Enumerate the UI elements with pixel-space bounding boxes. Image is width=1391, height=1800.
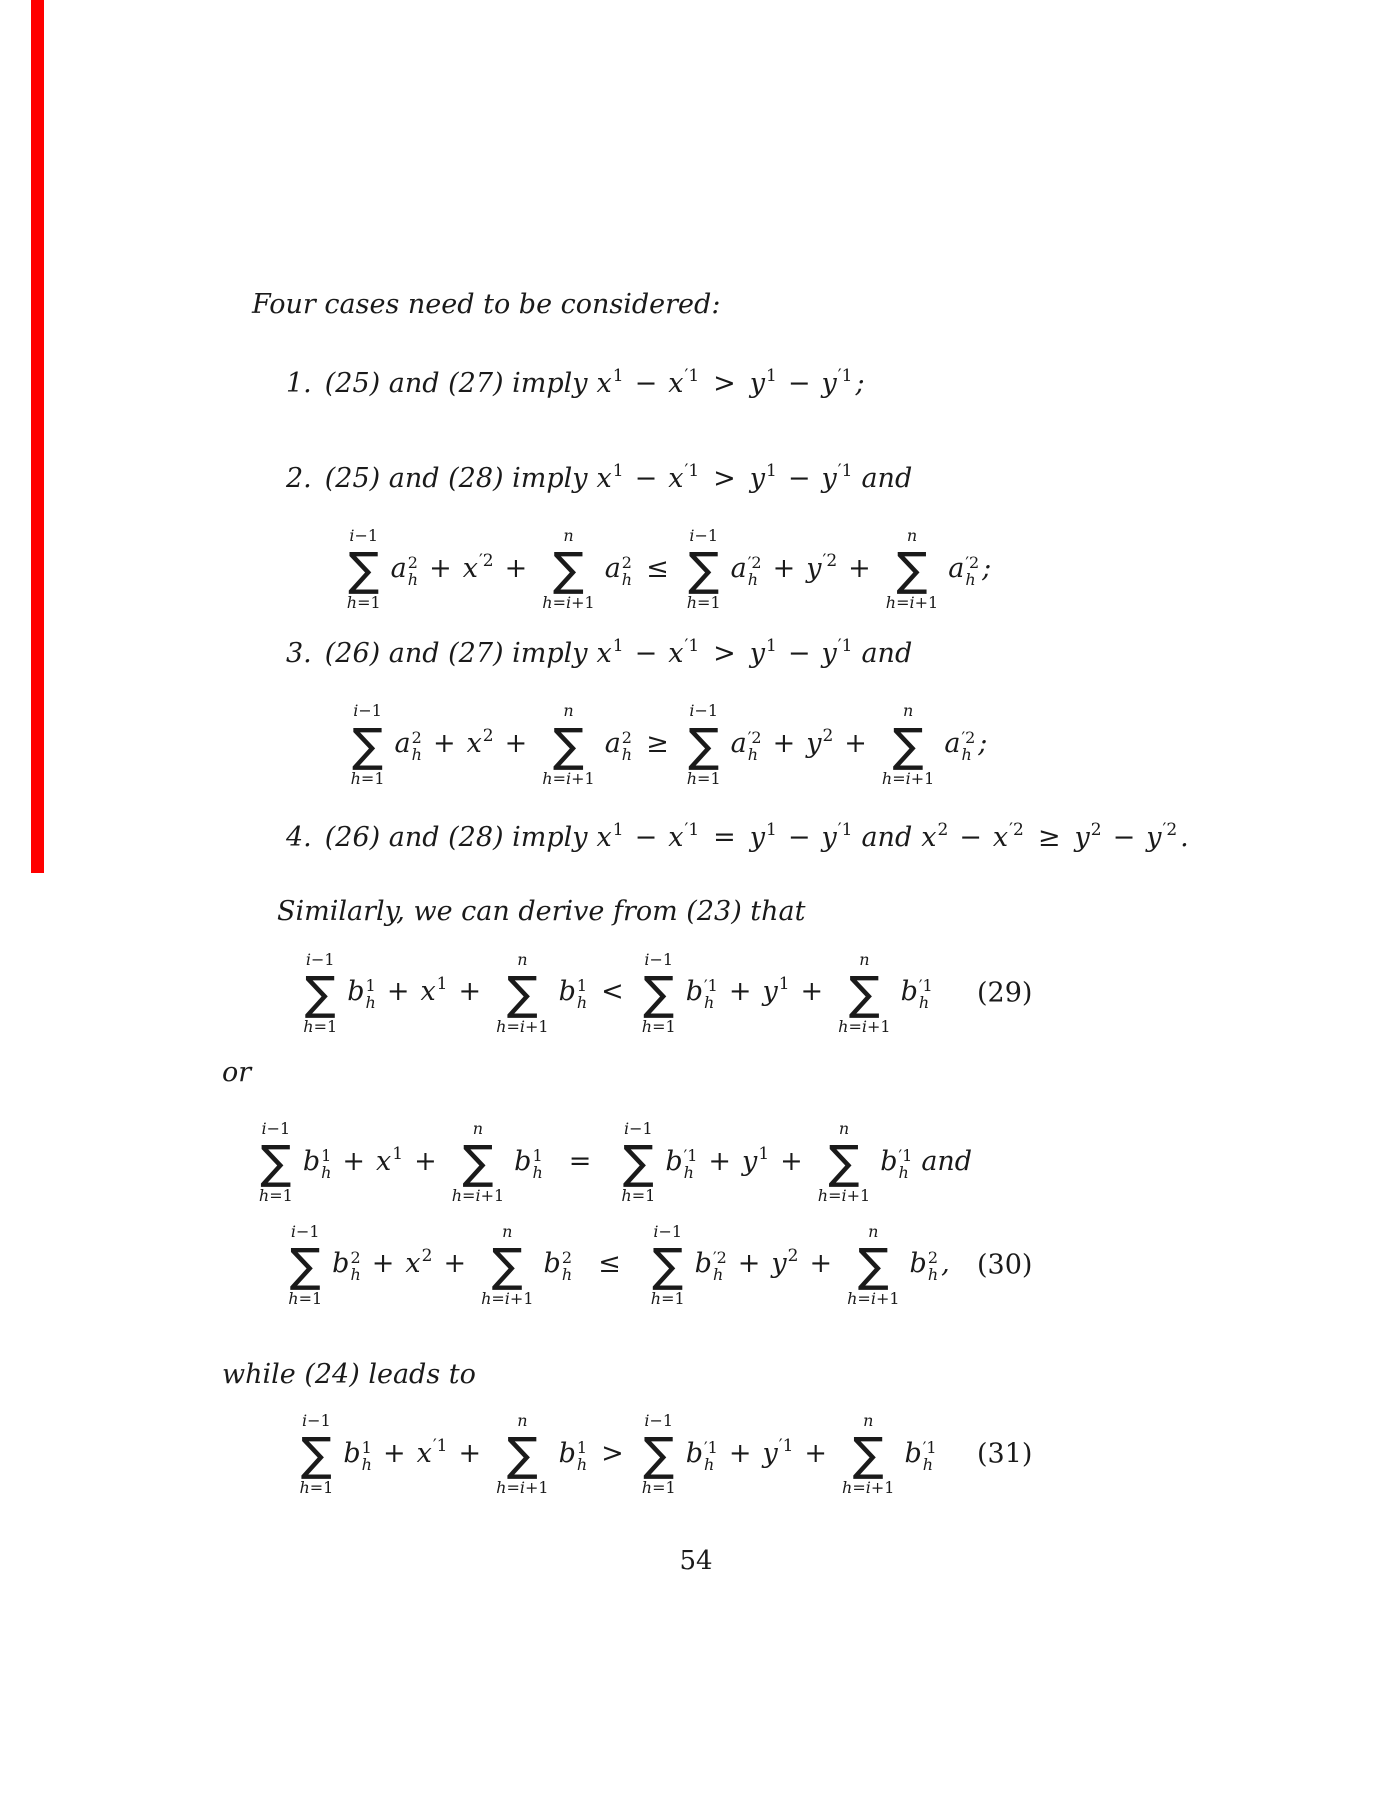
equation-label-30: (30)	[977, 1249, 1033, 1281]
case-number: 1.	[286, 368, 312, 399]
equation-30-line2	[222, 1222, 1170, 1308]
case-3-equation: i−1 ∑ h=1 a 2 h + x 2 + n ∑ h=i+1 a 2 h ≥ i−1 ∑ h=1 a ′2 h + y 2 + n ∑ h=i+1 a ′2 h ;	[350, 701, 988, 788]
connector-or: or	[222, 1057, 252, 1089]
case-item-2	[286, 461, 1170, 500]
case-text: (26) and (28) imply x 1 − x ′1 = y 1 − y ′1 and x 2 − x ′2 ≥ y 2 − y ′2 .	[324, 819, 1189, 853]
equation-label-31: (31)	[977, 1438, 1033, 1470]
equation-30-body: i−1 ∑ h=1 b 2 h + x 2 + n ∑ h=i+1 b 2 h ≤ i−1 ∑ h=1 b ′2 h + y 2 + n ∑ h=i+1 b 2 h ,	[288, 1221, 950, 1308]
similarly-paragraph: Similarly, we can derive from (23) that	[277, 895, 806, 927]
case-item-3	[286, 636, 1170, 675]
equation-30-line1: i−1 ∑ h=1 b 1 h + x 1 + n ∑ h=i+1 b 1 h = i−1 ∑ h=1 b ′1 h + y 1 + n ∑ h=i+1 b ′1 h and	[258, 1119, 973, 1206]
equation-label-29: (29)	[977, 977, 1033, 1009]
case-item-1	[286, 366, 1170, 405]
case-number: 3.	[286, 638, 312, 670]
connector-while: while (24) leads to	[222, 1358, 476, 1390]
document-content	[222, 288, 1189, 1578]
case-number: 4.	[286, 821, 312, 853]
equation-29-body: i−1 ∑ h=1 b 1 h + x 1 + n ∑ h=i+1 b 1 h < i−1 ∑ h=1 b ′1 h + y 1 + n ∑ h=i+1 b ′1 h	[303, 949, 933, 1036]
case-item-4	[286, 819, 1189, 859]
case-number: 2.	[286, 463, 312, 494]
equation-31-body: i−1 ∑ h=1 b 1 h + x ′1 + n ∑ h=i+1 b 1 h > i−1 ∑ h=1 b ′1 h + y ′1 + n ∑ h=i+1 b ′1 h	[299, 1410, 937, 1498]
case-text: (25) and (27) imply x 1 − x ′1 > y 1 − y ′1 ;	[324, 366, 865, 399]
page-number: 54	[679, 1546, 713, 1577]
case-text: (26) and (27) imply x 1 − x ′1 > y 1 − y ′1 and	[324, 636, 913, 670]
case-text: (25) and (28) imply x 1 − x ′1 > y 1 − y ′1 and	[324, 461, 913, 494]
equation-31	[222, 1411, 1170, 1497]
equation-29	[222, 950, 1170, 1036]
margin-marker	[31, 0, 44, 873]
case-2-equation: i−1 ∑ h=1 a 2 h + x ′2 + n ∑ h=i+1 a 2 h ≤ i−1 ∑ h=1 a ′2 h + y ′2 + n ∑ h=i+1 a ′2 h ;	[346, 526, 992, 613]
intro-paragraph: Four cases need to be considered:	[252, 289, 721, 320]
